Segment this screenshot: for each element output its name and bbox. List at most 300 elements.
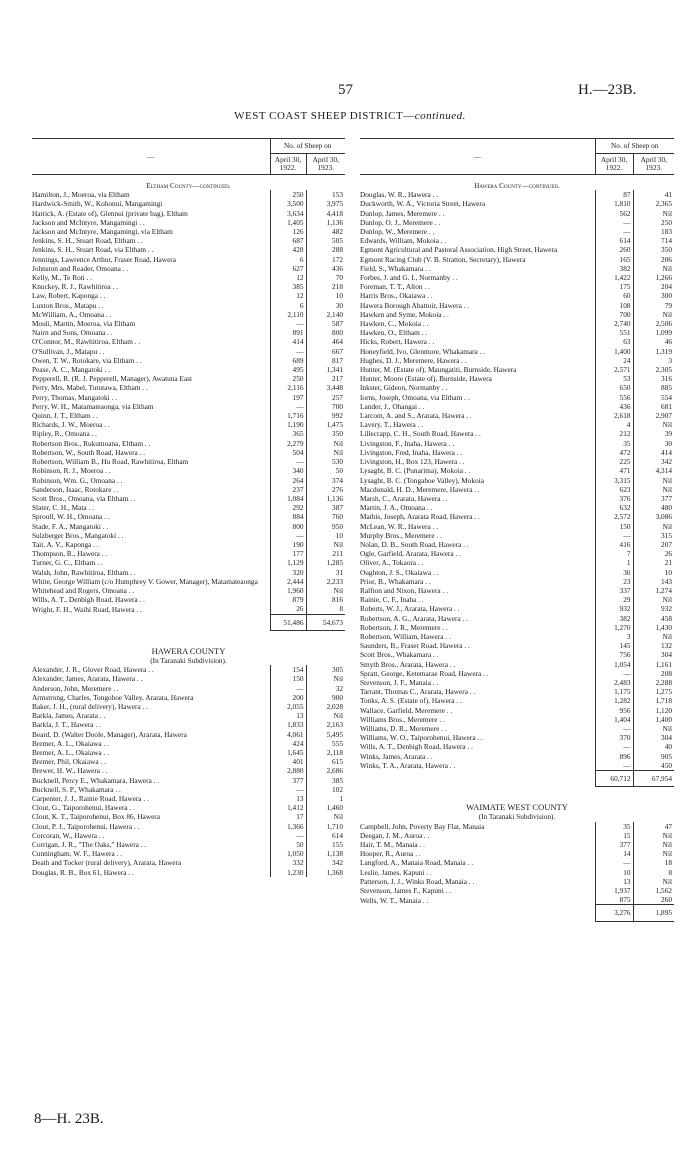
owner-name: Scott Bros., Whakamara . . <box>360 650 439 660</box>
owner-name: Jenkins, S. H., Stuart Road, Eltham . . <box>32 236 143 246</box>
sheep-1923: Nil <box>662 521 672 531</box>
sheep-1923: 2,163 <box>326 720 343 730</box>
table-row <box>360 849 674 858</box>
sheep-1923: 1,341 <box>326 365 343 375</box>
owner-name: Winks, James, Ararata . . <box>360 751 433 761</box>
sheep-1922: 627 <box>270 264 306 273</box>
sheep-1923: Nil <box>662 723 672 733</box>
sheep-1923: 615 <box>332 757 343 767</box>
table-row <box>32 558 345 567</box>
sheep-1922: 13 <box>270 794 306 803</box>
owner-name: Honeyfield, Ivo, Glenmore, Whakamara . . <box>360 346 486 356</box>
owner-name: McWilliam, A., Omoana . . <box>32 309 112 319</box>
sheep-1923: 288 <box>332 245 343 255</box>
sheep-1923: 1,266 <box>655 273 672 283</box>
owner-name: Martin, J. A., Omoana . . <box>360 503 433 513</box>
owner-name: Robinson, Wm. G., Omoana . . <box>32 475 123 485</box>
table-row <box>360 503 674 512</box>
sheep-1923: 816 <box>332 595 343 605</box>
owner-name: Wallace, Garfield, Meremere . . <box>360 705 453 715</box>
right-column <box>360 138 674 922</box>
owner-name: Death and Tocker (rural delivery), Ararata, Hawera <box>32 858 182 868</box>
table-row <box>360 549 674 558</box>
table-row <box>360 411 674 420</box>
owner-name: Thompson, R., Hawera . . <box>32 549 108 559</box>
owner-name: Egmont Racing Club (V. B. Stratton, Secretary), Hawera <box>360 254 526 264</box>
owner-name: Jennings, Lawrence Arthur, Fraser Road, Hawera <box>32 254 176 264</box>
table-row <box>32 356 345 365</box>
sheep-1922: — <box>595 858 633 867</box>
table-row <box>32 393 345 402</box>
table-row <box>360 568 674 577</box>
sheep-1923: 30 <box>335 300 343 310</box>
sheep-1923: 32 <box>335 683 343 693</box>
sheep-1923: 1,400 <box>655 714 672 724</box>
table-row <box>360 540 674 549</box>
table-row <box>32 383 345 392</box>
sheep-1922: 15 <box>595 831 633 840</box>
owner-name: Law, Robert, Kaponga . . <box>32 291 106 301</box>
table-row <box>32 858 345 867</box>
sheep-1923: 900 <box>332 692 343 702</box>
sheep-1923: 1,460 <box>326 803 343 813</box>
owner-name: Duckworth, W. A., Victoria Street, Hawera <box>360 199 486 209</box>
table-row <box>32 218 345 227</box>
owner-name: Larcom, A. and S., Ararata, Hawera . . <box>360 411 472 421</box>
year-1922-header: April 30, 1922. <box>270 154 306 175</box>
sheep-1922: 50 <box>270 840 306 849</box>
sheep-1922: — <box>595 227 633 236</box>
sheep-1922: — <box>595 218 633 227</box>
owner-name: Knuckey, R. J., Rawhitiroa . . <box>32 282 119 292</box>
table-row <box>360 291 674 300</box>
sheep-1922: 1,833 <box>270 720 306 729</box>
owner-name: Egmont Agricultural and Pastoral Association, High Street, Hawera <box>360 245 558 255</box>
table-row <box>32 531 345 540</box>
owner-name: Hunter, M. (Estate of), Maungatiti, Burnside, Hawera <box>360 365 517 375</box>
table-row <box>360 439 674 448</box>
sheep-1923: 1,161 <box>655 659 672 669</box>
owner-name: Hatrick, A. (Estate of), Glennui (private bag), Eltham <box>32 208 188 218</box>
sheep-1923: 700 <box>332 401 343 411</box>
sheep-1923: Nil <box>662 840 672 850</box>
owner-name: Kelly, M., Te Roti . . <box>32 273 93 283</box>
sheep-1923: 1,136 <box>326 493 343 503</box>
sheep-1922: — <box>270 347 306 356</box>
sheep-1922: 4 <box>595 420 633 429</box>
sheep-1922: 1,810 <box>595 199 633 208</box>
sheep-1922: 2,571 <box>595 365 633 374</box>
table-row <box>32 684 345 693</box>
owner-name: Rainie, C. F., Inaha . . <box>360 595 424 605</box>
sheep-1922: 377 <box>595 840 633 849</box>
sheep-1922: 551 <box>595 328 633 337</box>
total-1922: 60,712 <box>595 771 633 787</box>
sheep-1923: 276 <box>332 484 343 494</box>
table-row <box>32 586 345 595</box>
table-row <box>32 209 345 218</box>
owner-name: Hicks, Robert, Hawera . . <box>360 337 435 347</box>
sheep-1923: 1,475 <box>326 420 343 430</box>
owner-name: Armstrong, Charles, Tongohoe Valley, Ararata, Hawera <box>32 692 194 702</box>
sheep-1923: 614 <box>332 830 343 840</box>
table-row <box>32 577 345 586</box>
sheep-1923: 18 <box>664 858 672 868</box>
owner-name: Patterson, J. J., Winks Road, Manaia . . <box>360 876 475 886</box>
sheep-1923: 1,120 <box>655 705 672 715</box>
owner-name: Oughton, J. S., Okaiawa . . <box>360 567 439 577</box>
owner-name: Robertson, William, Hawera . . <box>360 631 451 641</box>
owner-name: Pease, A. C., Mangatoki . . <box>32 365 111 375</box>
table-row <box>32 748 345 757</box>
table-row <box>32 402 345 411</box>
owner-name: Corrigan, J. R., "The Oaks," Hawera . . <box>32 840 147 850</box>
sheep-1922: 2,880 <box>270 766 306 775</box>
sheep-1922: 932 <box>595 604 633 613</box>
name-column-header: — <box>32 139 270 175</box>
sheep-1923: 1,138 <box>326 849 343 859</box>
owner-name: Jenkins, S. H., Stuart Road, via Eltham . . <box>32 245 154 255</box>
table-row <box>360 715 674 724</box>
table-row <box>360 264 674 273</box>
owner-name: Williams, D. R., Meremere . . <box>360 723 447 733</box>
sheep-1922: 2,572 <box>595 512 633 521</box>
table-row <box>360 190 674 199</box>
table-row <box>360 347 674 356</box>
table-row <box>32 420 345 429</box>
owner-name: Walsh, John, Rawhitiroa, Eltham . . <box>32 567 136 577</box>
table-row <box>360 558 674 567</box>
sheep-1923: 2,907 <box>655 411 672 421</box>
sheep-1922: 896 <box>595 752 633 761</box>
sheep-1923: Nil <box>662 484 672 494</box>
table-row <box>32 776 345 785</box>
owner-name: Bucknell, S. P., Whakamara . . <box>32 784 121 794</box>
table-row <box>32 604 345 614</box>
owner-name: Clout, P. J., Taiporohenui, Hawera . . <box>32 821 140 831</box>
table-row <box>32 411 345 420</box>
sheep-1923: 2,305 <box>655 365 672 375</box>
sheep-1923: 211 <box>332 549 343 559</box>
sheep-1922: 377 <box>270 776 306 785</box>
table-row <box>32 282 345 291</box>
owner-name: Johnston and Reader, Omoana . . <box>32 263 129 273</box>
sheep-1923: 555 <box>332 738 343 748</box>
sheep-1922: 2,279 <box>270 439 306 448</box>
sheep-1922: 2,444 <box>270 577 306 586</box>
sheep-1922: 13 <box>270 711 306 720</box>
sheep-1923: Nil <box>662 830 672 840</box>
sheep-1922: 2,618 <box>595 411 633 420</box>
sheep-1922: 340 <box>270 466 306 475</box>
owner-name: Slater, C. H., Mata . . <box>32 503 94 513</box>
sheep-1922: 1,400 <box>595 347 633 356</box>
owner-name: Prior, B., Whakamara . . <box>360 576 431 586</box>
table-row <box>32 301 345 310</box>
table-row <box>32 448 345 457</box>
sheep-1922: 154 <box>270 665 306 674</box>
table-row <box>32 720 345 729</box>
sheep-1922: 26 <box>270 604 306 614</box>
sheep-1923: 760 <box>332 512 343 522</box>
table-row <box>360 374 674 383</box>
table-row <box>32 693 345 702</box>
section-subheading-row <box>360 812 674 821</box>
sheep-1923: 342 <box>661 457 672 467</box>
sheep-1922: 145 <box>595 641 633 650</box>
sheep-1923: Nil <box>662 876 672 886</box>
sheep-1922: 108 <box>595 301 633 310</box>
sheep-1923: Nil <box>662 263 672 273</box>
sheep-1922: 495 <box>270 365 306 374</box>
sheep-1922: 416 <box>595 540 633 549</box>
total-row <box>32 614 345 630</box>
sheep-1922: 2,055 <box>270 702 306 711</box>
owner-name: Clout, K. T., Taiporohenui, Box 86, Hawera <box>32 812 160 822</box>
sheep-1922: 10 <box>595 868 633 877</box>
table-row <box>32 494 345 503</box>
sheep-1923: 450 <box>661 760 672 770</box>
owner-name: Turner, G. C., Eltham . . <box>32 558 103 568</box>
table-row <box>360 877 674 886</box>
table-row <box>360 895 674 905</box>
sheep-1923: 342 <box>332 858 343 868</box>
spacer <box>360 787 674 804</box>
sheep-1923: 10 <box>335 530 343 540</box>
owner-name: O'Connor, M., Rawhitiroa, Eltham . . <box>32 337 141 347</box>
owner-name: Perry, W. H., Matamateaonga, via Eltham <box>32 401 154 411</box>
table-row <box>360 822 674 831</box>
owner-name: Owen, T. W., Rotokare, via Eltham . . <box>32 355 142 365</box>
sheep-1922: 2,110 <box>270 310 306 319</box>
table-row <box>360 687 674 696</box>
sheep-1922: — <box>270 684 306 693</box>
owner-name: Williams Bros., Meremere . . <box>360 714 445 724</box>
owner-name: Tarrant, Thomas C., Ararata, Hawera . . <box>360 687 476 697</box>
sheep-1922: 562 <box>595 209 633 218</box>
sheep-1922: 632 <box>595 503 633 512</box>
table-row <box>360 457 674 466</box>
sheep-1922: 332 <box>270 858 306 867</box>
table-row <box>32 822 345 831</box>
owner-name: Sulzberger Bros., Mangatoki . . <box>32 530 124 540</box>
section-heading-row <box>360 175 674 191</box>
owner-name: Richards, J. W., Moeroa . . <box>32 420 110 430</box>
sheep-1922: 1,645 <box>270 748 306 757</box>
sheep-1922: 175 <box>595 282 633 291</box>
sheep-1923: 143 <box>661 576 672 586</box>
owner-name: Perry, Thomas, Mangatoki . . <box>32 392 117 402</box>
table-row <box>32 291 345 300</box>
sheep-1923: 480 <box>661 503 672 513</box>
table-row <box>32 485 345 494</box>
section-subheading-row <box>32 656 345 665</box>
table-row <box>360 512 674 521</box>
owner-name: Robertson, William B., Hu Road, Rawhitiroa, Eltham <box>32 457 189 467</box>
table-row <box>360 420 674 429</box>
sheep-1923: 2,233 <box>326 576 343 586</box>
sheep-1922: 12 <box>270 273 306 282</box>
owner-name: Cunningham, W. F., Hawera . . <box>32 849 123 859</box>
table-row <box>32 549 345 558</box>
sheep-1922: 800 <box>270 522 306 531</box>
table-row <box>360 595 674 604</box>
table-row <box>32 374 345 383</box>
sheep-1923: 385 <box>332 775 343 785</box>
owner-name: Sanderson, Isaac, Rotokare . . <box>32 484 119 494</box>
table-row <box>360 669 674 678</box>
sheep-1922: 6 <box>270 255 306 264</box>
sheep-1922: 1,175 <box>595 687 633 696</box>
table-row <box>32 568 345 577</box>
sheep-1922: 1,282 <box>595 696 633 705</box>
owner-name: Hamilton, J., Moeroa, via Eltham <box>32 190 130 200</box>
sheep-1923: 377 <box>661 493 672 503</box>
owner-name: Deegan, J. M., Auroa . . <box>360 830 430 840</box>
sheep-1922: 376 <box>595 494 633 503</box>
sheep-1923: 1,319 <box>655 346 672 356</box>
table-row <box>360 641 674 650</box>
section-heading: WAIMATE WEST COUNTY <box>466 803 568 813</box>
total-1922: 3,276 <box>595 905 633 921</box>
sheep-1922: 250 <box>270 190 306 199</box>
sheep-1923: 250 <box>661 217 672 227</box>
sheep-1922: 6 <box>270 301 306 310</box>
table-row <box>360 522 674 531</box>
table-row <box>32 319 345 328</box>
sheep-1922: 1,716 <box>270 411 306 420</box>
sheep-1923: Nil <box>662 208 672 218</box>
sheep-1923: 530 <box>332 457 343 467</box>
sheep-1922: 1,054 <box>595 660 633 669</box>
owner-name: Clout, G., Taiporohenui, Hawera . . <box>32 803 135 813</box>
owner-name: Nolan, D. B., South Road, Hawera . . <box>360 539 469 549</box>
sheep-1923: 2,288 <box>655 677 672 687</box>
owner-name: Ralfton and Nixon, Hawera . . <box>360 585 448 595</box>
sheep-1923: 482 <box>332 227 343 237</box>
sheep-1923: 1 <box>339 794 343 803</box>
table-row <box>360 577 674 586</box>
owner-name: Bremer, A. L., Okaiawa . . <box>32 747 109 757</box>
sheep-1922: 87 <box>595 190 633 199</box>
table-row <box>32 512 345 521</box>
sheep-1923: 374 <box>332 475 343 485</box>
sheep-1922: 2,116 <box>270 383 306 392</box>
table-row <box>32 812 345 821</box>
sheep-1923: Nil <box>662 309 672 319</box>
table-row <box>360 319 674 328</box>
total-spacer <box>32 614 270 630</box>
table-row <box>32 868 345 877</box>
owner-name: Anderson, John, Meremere . . <box>32 683 119 693</box>
table-row <box>360 227 674 236</box>
owner-name: Livingston, Fred, Inaha, Hawera . . <box>360 447 463 457</box>
owner-name: Winks, T. A., Ararata, Hawera . . <box>360 761 456 771</box>
owner-name: Stevenson, James F., Kapuni . . <box>360 886 452 896</box>
owner-name: Spratt, George, Ketemarae Road, Hawera . . <box>360 668 489 678</box>
sheep-1922: 1,230 <box>270 868 306 877</box>
total-spacer <box>360 905 595 921</box>
owner-name: Marsh, C., Ararata, Hawera . . <box>360 493 448 503</box>
sheep-1923: 1,285 <box>326 558 343 568</box>
sheep-1923: Nil <box>333 812 343 822</box>
sheep-1923: 2,028 <box>326 701 343 711</box>
sheep-1923: Nil <box>662 849 672 859</box>
sheep-1922: — <box>595 742 633 751</box>
section-heading-row <box>32 175 345 191</box>
owner-name: Bremer, Phil, Okaiawa . . <box>32 757 106 767</box>
table-row <box>360 868 674 877</box>
sheep-1923: 932 <box>661 604 672 614</box>
sheep-1922: 875 <box>595 895 633 905</box>
sheep-1922: 250 <box>270 374 306 383</box>
sheep-1922: 7 <box>595 549 633 558</box>
sheep-1923: 4,314 <box>655 466 672 476</box>
owner-name: Dunlop, O. J., Meremere . . <box>360 217 441 227</box>
table-row <box>32 236 345 245</box>
sheep-1923: 31 <box>335 567 343 577</box>
page-title <box>0 110 700 122</box>
sheep-1923: 2,506 <box>655 319 672 329</box>
owner-name: Dunlop, W., Meremere . . <box>360 227 435 237</box>
table-row <box>32 365 345 374</box>
sheep-1923: Nil <box>333 447 343 457</box>
table-row <box>360 476 674 485</box>
table-row <box>360 886 674 895</box>
sheep-1922: 23 <box>595 577 633 586</box>
sheep-1922: 687 <box>270 236 306 245</box>
table-row <box>32 245 345 254</box>
table-row <box>32 347 345 356</box>
owner-name: Jackson and McIntyre, Mangamingi, via Eltham <box>32 227 173 237</box>
owner-name: Forbes, J. and G. I., Normanby . . <box>360 273 458 283</box>
sheep-1923: 885 <box>661 383 672 393</box>
sheep-1923: 79 <box>664 300 672 310</box>
sheep-1922: 237 <box>270 485 306 494</box>
total-spacer <box>360 771 595 787</box>
owner-name: Hawken, O., Eltham . . <box>360 328 428 338</box>
owner-name: Barkla, James, Ararata . . <box>32 711 106 721</box>
sheep-count-header: No. of Sheep on <box>595 139 674 154</box>
right-sheep-table <box>360 138 674 922</box>
sheep-1922: 1,270 <box>595 623 633 632</box>
sheep-1922: 3,315 <box>595 476 633 485</box>
owner-name: Campbell, John, Poverty Bay Flat, Manaia <box>360 821 485 831</box>
section-subheading: (In Taranaki Subdivision). <box>478 812 556 822</box>
section-heading: HAWERA COUNTY <box>151 646 226 656</box>
table-row <box>360 696 674 705</box>
table-row <box>360 742 674 751</box>
sheep-1922: 471 <box>595 466 633 475</box>
table-row <box>360 733 674 742</box>
owner-name: Foreman, T. T., Alton . . <box>360 282 430 292</box>
sheep-1922: 1,190 <box>270 420 306 429</box>
sheep-1922: — <box>270 831 306 840</box>
owner-name: Hawken, C., Mokoia . . <box>360 319 429 329</box>
sheep-1922: 212 <box>595 429 633 438</box>
sheep-1922: 60 <box>595 291 633 300</box>
sheep-1922: 1,084 <box>270 494 306 503</box>
owner-name: Lillecrapp, C. H., South Road, Hawera . . <box>360 429 481 439</box>
table-row <box>360 614 674 623</box>
sheep-1922: 292 <box>270 503 306 512</box>
sheep-1923: 1,718 <box>655 696 672 706</box>
sheep-1922: 2,483 <box>595 678 633 687</box>
table-row <box>32 273 345 282</box>
sheep-1922: 1,960 <box>270 586 306 595</box>
sheep-1923: 1,275 <box>655 687 672 697</box>
sheep-1922: 382 <box>595 614 633 623</box>
